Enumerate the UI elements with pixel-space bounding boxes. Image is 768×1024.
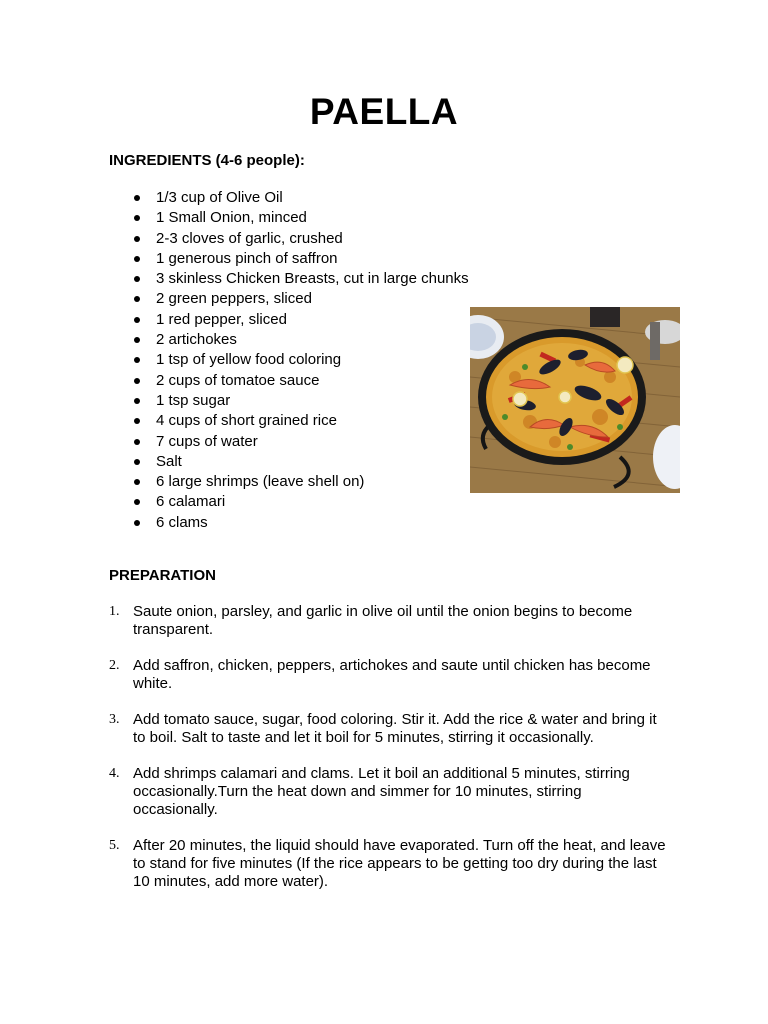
page-title: PAELLA: [309, 91, 459, 132]
step-text: Add tomato sauce, sugar, food coloring. Stir it. Add the rice & water and bring it to boil. Salt to taste and let it boil for 5 minutes, stirring it occasionally.: [133, 711, 657, 746]
ingredient-item: 2 artichokes: [156, 330, 469, 350]
step-number: 2.: [109, 658, 120, 673]
ingredient-item: Salt: [156, 452, 469, 472]
ingredient-item: 6 clams: [156, 513, 469, 533]
ingredients-list: [156, 188, 469, 533]
ingredient-item: 1 red pepper, sliced: [156, 310, 469, 330]
ingredients-heading: INGREDIENTS (4-6 people):: [109, 152, 305, 169]
ingredient-item: 3 skinless Chicken Breasts, cut in large chunks: [156, 269, 469, 289]
preparation-step: [109, 657, 669, 693]
step-text: After 20 minutes, the liquid should have evaporated. Turn off the heat, and leave to stand for five minutes (If the rice appears to be getting too dry during the last 10 minutes, add more water).: [133, 837, 666, 890]
preparation-steps: [109, 603, 669, 909]
ingredient-item: 1 generous pinch of saffron: [156, 249, 469, 269]
ingredient-item: 1/3 cup of Olive Oil: [156, 188, 469, 208]
ingredient-item: 1 tsp sugar: [156, 391, 469, 411]
ingredient-item: 2-3 cloves of garlic, crushed: [156, 229, 469, 249]
step-text: Add saffron, chicken, peppers, artichokes and saute until chicken has become white.: [133, 657, 651, 692]
paella-photo: [470, 307, 680, 493]
step-number: 3.: [109, 712, 120, 727]
ingredient-item: 4 cups of short grained rice: [156, 411, 469, 431]
ingredient-item: 2 cups of tomatoe sauce: [156, 371, 469, 391]
step-text: Saute onion, parsley, and garlic in olive oil until the onion begins to become transparent.: [133, 603, 633, 638]
preparation-step: [109, 603, 669, 639]
step-number: 5.: [109, 838, 120, 853]
ingredient-item: 1 tsp of yellow food coloring: [156, 350, 469, 370]
ingredient-item: 6 large shrimps (leave shell on): [156, 472, 469, 492]
preparation-step: [109, 837, 669, 891]
ingredient-item: 1 Small Onion, minced: [156, 208, 469, 228]
preparation-step: [109, 765, 669, 819]
step-number: 1.: [109, 604, 120, 619]
ingredient-item: 6 calamari: [156, 492, 469, 512]
preparation-heading: PREPARATION: [109, 567, 216, 584]
ingredient-item: 2 green peppers, sliced: [156, 289, 469, 309]
step-text: Add shrimps calamari and clams. Let it boil an additional 5 minutes, stirring occasionally.Turn the heat down and simmer for 10 minutes, stirring occasionally.: [133, 765, 630, 818]
ingredient-item: 7 cups of water: [156, 432, 469, 452]
step-number: 4.: [109, 766, 120, 781]
preparation-step: [109, 711, 669, 747]
